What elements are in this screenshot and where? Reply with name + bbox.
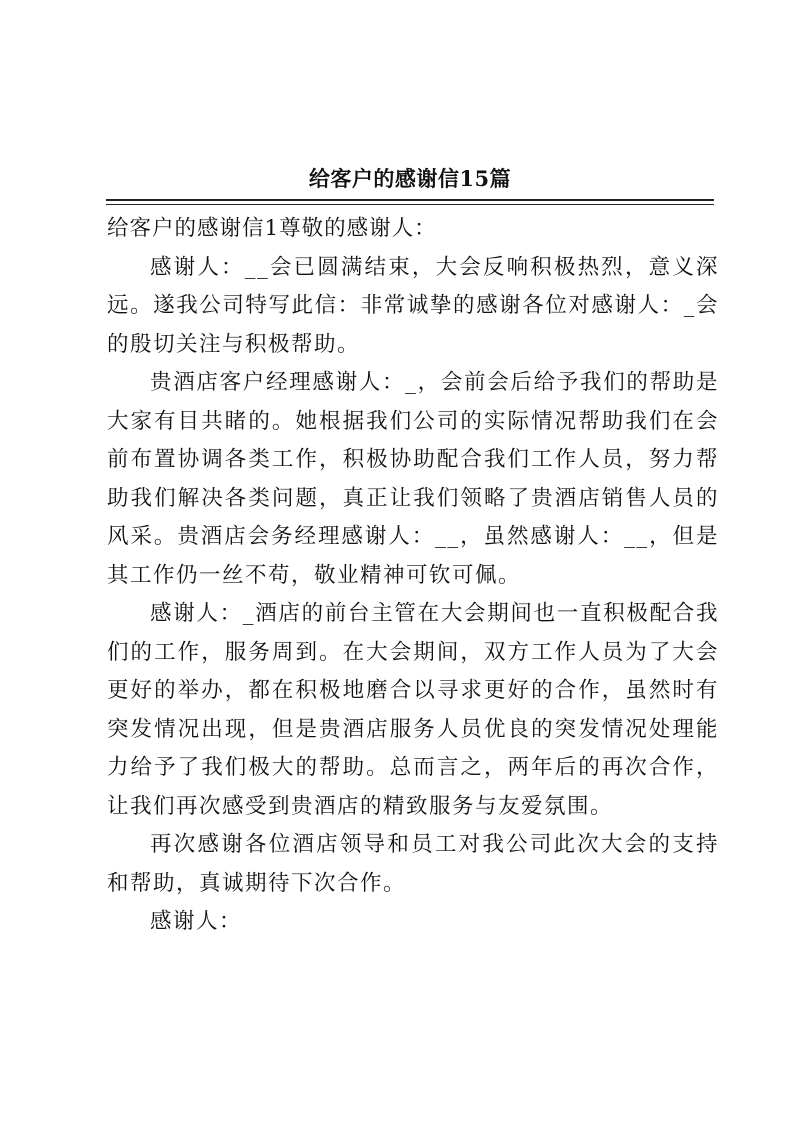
paragraph-4: 再次感谢各位酒店领导和员工对我公司此次大会的支持和帮助，真诚期待下次合作。 — [107, 832, 719, 896]
paragraph-1: 感谢人：__会已圆满结束，大会反响积极热烈，意义深远。遂我公司特写此信：非常诚挚的感谢各位对感谢人：_会的殷切关注与积极帮助。 — [107, 254, 719, 357]
paragraph-2: 贵酒店客户经理感谢人：_，会前会后给予我们的帮助是大家有目共睹的。她根据我们公司的实际情况帮助我们在会前布置协调各类工作，积极协助配合我们工作人员，努力帮助我们解决各类问题，真正让我们领略了贵酒店销售人员的风采。贵酒店会务经理感谢人：__，虽然感谢人：__，但是其工作仍一丝不苟，敬业精神可钦可佩。 — [107, 370, 719, 588]
title-underline-thin — [106, 204, 714, 205]
title-underline-thick — [106, 199, 714, 201]
letter-signature: 感谢人： — [150, 909, 243, 934]
letter-salutation: 给客户的感谢信1尊敬的感谢人： — [107, 216, 437, 241]
document-title: 给客户的感谢信15篇 — [308, 166, 512, 191]
letter-body — [107, 210, 719, 942]
paragraph-3: 感谢人：_酒店的前台主管在大会期间也一直积极配合我们的工作，服务周到。在大会期间，双方工作人员为了大会更好的举办，都在积极地磨合以寻求更好的合作，虽然时有突发情况出现，但是贵酒店服务人员优良的突发情况处理能力给予了我们极大的帮助。总而言之，两年后的再次合作，让我们再次感受到贵酒店的精致服务与友爱氛围。 — [107, 601, 719, 819]
